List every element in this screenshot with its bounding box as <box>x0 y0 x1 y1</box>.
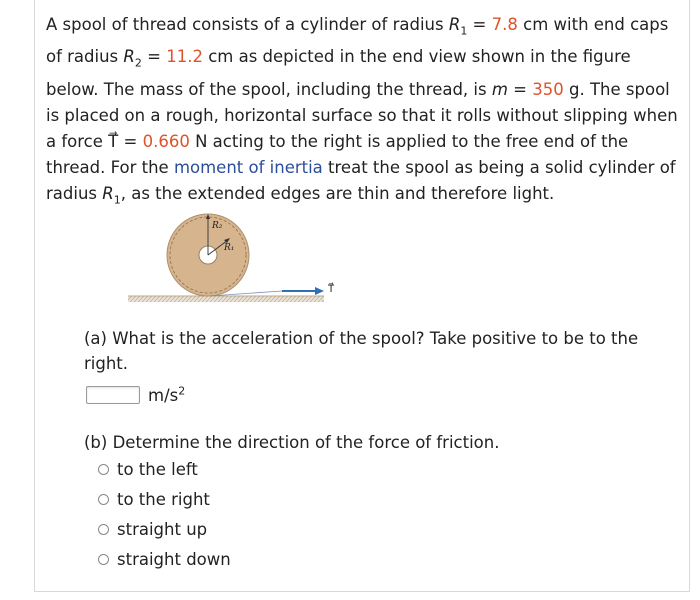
subscript: 2 <box>134 56 142 70</box>
text-segment: A spool of thread consists of a cylinder of radius <box>46 15 449 34</box>
unit-label <box>148 386 185 405</box>
part-a-question: (a) What is the acceleration of the spool? Take positive to be to the right. <box>84 329 639 373</box>
equals-sign: = <box>467 15 492 34</box>
symbol-r1: R <box>102 183 114 203</box>
subscript: 1 <box>460 24 468 38</box>
text-segment: cm as depicted in the end view shown in the figure below. The mass of the spool, including the thread, is <box>46 47 631 99</box>
spool-figure <box>120 200 360 312</box>
text-segment: cm with end caps of radius <box>46 15 669 67</box>
option-straight-down[interactable] <box>98 544 231 574</box>
option-straight-up[interactable] <box>98 514 231 544</box>
spool-diagram <box>120 200 360 312</box>
acceleration-input[interactable] <box>86 386 140 404</box>
label-r1: R₁ <box>224 243 235 253</box>
radio-button[interactable] <box>98 494 109 505</box>
text-segment: g. The spool is placed on a rough, horizontal surface so that it rolls without slipping when a force <box>46 79 678 151</box>
subscript: 1 <box>113 192 121 206</box>
symbol-m: m <box>491 79 508 99</box>
value-r2: 11.2 <box>166 47 203 67</box>
problem-text <box>46 12 678 213</box>
force-arrow-head <box>315 287 324 295</box>
radio-button[interactable] <box>98 524 109 535</box>
moment-of-inertia-link[interactable]: moment of inertia <box>173 157 323 177</box>
part-b-question: (b) Determine the direction of the force of friction. <box>84 433 500 452</box>
symbol-t: T⃗ <box>108 131 119 151</box>
equals-sign: = <box>118 131 143 151</box>
value-mass: 350 <box>532 79 564 99</box>
problem-statement <box>46 12 678 213</box>
label-r2: R₂ <box>212 221 223 231</box>
symbol-r1: R <box>448 15 461 34</box>
equals-sign: = <box>507 79 533 99</box>
option-to-the-left[interactable] <box>98 454 231 484</box>
text-segment: treat the spool as being a solid cylinder of radius <box>46 157 676 203</box>
option-to-the-right[interactable] <box>98 484 231 514</box>
text-segment: N acting to the right is applied to the free end of the thread. For the <box>46 131 629 177</box>
symbol-r2: R <box>123 47 135 67</box>
radio-button[interactable] <box>98 464 109 475</box>
radio-button[interactable] <box>98 554 109 565</box>
option-label: straight down <box>117 549 231 569</box>
value-force: 0.660 <box>142 131 190 151</box>
unit-exponent: 2 <box>178 384 186 397</box>
text-segment: , as the extended edges are thin and therefore light. <box>120 183 555 203</box>
equals-sign: = <box>141 47 167 67</box>
ground-surface <box>128 296 324 302</box>
part-a-answer-row <box>86 384 185 406</box>
friction-direction-options <box>98 454 231 574</box>
option-label: straight up <box>117 519 208 539</box>
label-t: T⃗ <box>328 284 335 295</box>
value-r1: 7.8 <box>491 15 518 34</box>
option-label: to the right <box>117 489 210 509</box>
option-label: to the left <box>117 459 198 479</box>
unit-text: m/s <box>148 385 179 405</box>
